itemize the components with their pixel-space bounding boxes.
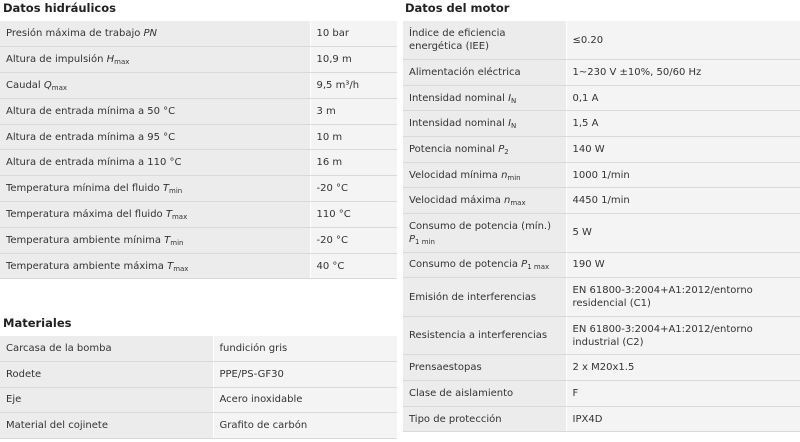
spec-value: 2 x M20x1.5 <box>566 355 800 381</box>
spec-symbol: PN <box>143 28 158 40</box>
spec-label <box>403 316 566 355</box>
table-row <box>0 362 397 388</box>
spec-label <box>0 21 310 47</box>
spec-value: 5 W <box>566 214 800 253</box>
spec-symbol: P <box>521 259 528 271</box>
spec-label: Carcasa de la bomba <box>0 336 213 362</box>
spec-subscript: max <box>510 199 526 208</box>
motor-section-title: Datos del motor <box>405 1 510 15</box>
table-row <box>0 336 397 362</box>
spec-value: 16 m <box>310 150 397 176</box>
spec-subscript: 1 min <box>415 237 435 246</box>
spec-value: -20 °C <box>310 176 397 202</box>
spec-value: PPE/PS-GF30 <box>213 362 397 388</box>
table-row <box>0 47 397 73</box>
table-row <box>403 252 800 278</box>
table-row <box>0 253 397 279</box>
spec-symbol: T <box>164 234 171 246</box>
table-row <box>403 162 800 188</box>
spec-value: F <box>566 381 800 407</box>
spec-symbol: I <box>508 118 512 130</box>
spec-value: 190 W <box>566 252 800 278</box>
spec-label-text: Altura de entrada mínima a 110 °C <box>6 157 182 169</box>
spec-subscript: 2 <box>504 147 509 156</box>
spec-label <box>0 227 310 253</box>
spec-label-text: Prensaestopas <box>409 362 482 374</box>
spec-label-text: Altura de entrada mínima a 50 °C <box>6 105 176 117</box>
table-row <box>403 137 800 163</box>
spec-label <box>403 406 566 432</box>
spec-value: Grafito de carbón <box>213 413 397 439</box>
table-row <box>0 176 397 202</box>
spec-value: 9,5 m³/h <box>310 73 397 99</box>
spec-label: Material del cojinete <box>0 413 213 439</box>
table-row <box>0 98 397 124</box>
spec-label: Eje <box>0 387 213 413</box>
spec-label <box>0 98 310 124</box>
spec-symbol: P <box>409 233 416 245</box>
table-row <box>403 111 800 137</box>
spec-label <box>0 73 310 99</box>
spec-subscript: min <box>169 187 183 196</box>
spec-label-text: Temperatura ambiente máxima <box>6 260 168 272</box>
spec-label <box>403 188 566 214</box>
spec-subscript: 1 max <box>527 263 550 272</box>
spec-value: 1000 1/min <box>566 162 800 188</box>
spec-label <box>403 252 566 278</box>
spec-subscript: max <box>114 58 130 67</box>
spec-label-text: Consumo de potencia <box>409 259 522 271</box>
spec-label <box>403 278 566 317</box>
spec-label-text: Consumo de potencia (mín.) <box>409 220 552 232</box>
spec-value: EN 61800-3:2004+A1:2012/entorno residencial (C1) <box>566 278 800 317</box>
table-row <box>0 73 397 99</box>
spec-value: -20 °C <box>310 227 397 253</box>
table-row <box>403 21 800 60</box>
spec-label <box>0 253 310 279</box>
spec-symbol: P <box>498 143 505 155</box>
spec-label-text: Temperatura mínima del fluido <box>6 183 163 195</box>
spec-label <box>0 124 310 150</box>
table-row <box>0 387 397 413</box>
table-row <box>403 381 800 407</box>
spec-value: 1~230 V ±10%, 50/60 Hz <box>566 60 800 86</box>
table-row <box>403 85 800 111</box>
spec-label <box>403 214 566 253</box>
spec-value: 0,1 A <box>566 85 800 111</box>
spec-subscript: N <box>511 96 517 105</box>
spec-label-text: Temperatura ambiente mínima <box>6 234 165 246</box>
spec-label-text: Intensidad nominal <box>409 118 509 130</box>
table-row <box>403 60 800 86</box>
spec-value: 10,9 m <box>310 47 397 73</box>
materials-table <box>0 336 397 439</box>
spec-subscript: max <box>173 264 189 273</box>
spec-label-text: Altura de impulsión <box>6 54 107 66</box>
spec-subscript: max <box>171 212 188 221</box>
spec-label <box>403 85 566 111</box>
spec-label <box>403 162 566 188</box>
table-row <box>0 227 397 253</box>
spec-symbol: Q <box>43 79 52 91</box>
table-row <box>403 188 800 214</box>
spec-label <box>0 150 310 176</box>
spec-symbol: I <box>508 92 512 104</box>
spec-value: 40 °C <box>310 253 397 279</box>
spec-label <box>0 47 310 73</box>
table-row <box>0 124 397 150</box>
table-row <box>0 150 397 176</box>
spec-label <box>403 21 566 60</box>
spec-value: fundición gris <box>213 336 397 362</box>
spec-label-text: Emisión de interferencias <box>409 291 537 303</box>
spec-value: 4450 1/min <box>566 188 800 214</box>
spec-value: ≤0.20 <box>566 21 800 60</box>
spec-label <box>403 111 566 137</box>
spec-label <box>403 60 566 86</box>
spec-value: 3 m <box>310 98 397 124</box>
table-row <box>403 316 800 355</box>
spec-label-text: Caudal <box>6 79 44 91</box>
spec-symbol: H <box>106 54 115 66</box>
spec-value: EN 61800-3:2004+A1:2012/entorno industrial (C2) <box>566 316 800 355</box>
hydraulic-section-title: Datos hidráulicos <box>3 1 116 15</box>
spec-value: 140 W <box>566 137 800 163</box>
spec-label-text: Presión máxima de trabajo <box>6 28 144 40</box>
spec-label-text: Alimentación eléctrica <box>409 66 521 78</box>
spec-label-text: Temperatura máxima del fluido <box>6 208 166 220</box>
spec-subscript: min <box>507 173 521 182</box>
spec-value: 10 m <box>310 124 397 150</box>
spec-subscript: min <box>170 238 184 247</box>
table-row <box>0 21 397 47</box>
table-row <box>403 214 800 253</box>
table-row <box>403 278 800 317</box>
spec-symbol: n <box>501 169 508 181</box>
spec-symbol: n <box>504 195 511 207</box>
table-row <box>0 202 397 228</box>
spec-subscript: max <box>51 83 68 92</box>
spec-label: Rodete <box>0 362 213 388</box>
table-row <box>403 406 800 432</box>
spec-label-text: Intensidad nominal <box>409 92 509 104</box>
spec-label-text: Índice de eficiencia energética (IEE) <box>409 28 506 52</box>
spec-symbol: T <box>167 260 174 272</box>
spec-label <box>403 355 566 381</box>
spec-value: 110 °C <box>310 202 397 228</box>
spec-label-text: Clase de aislamiento <box>409 387 514 399</box>
spec-symbol: T <box>162 183 170 195</box>
materials-section-title: Materiales <box>3 316 72 330</box>
spec-subscript: N <box>511 122 517 131</box>
spec-label-text: Velocidad máxima <box>409 195 505 207</box>
spec-label <box>403 137 566 163</box>
spec-label <box>0 176 310 202</box>
spec-label-text: Potencia nominal <box>409 143 499 155</box>
spec-label-text: Resistencia a interferencias <box>409 330 548 342</box>
spec-label-text: Altura de entrada mínima a 95 °C <box>6 131 176 143</box>
spec-label-text: Tipo de protección <box>409 413 502 425</box>
spec-symbol: T <box>165 208 172 220</box>
spec-value: Acero inoxidable <box>213 387 397 413</box>
hydraulic-table <box>0 21 397 279</box>
table-row <box>0 413 397 439</box>
spec-label-text: Velocidad mínima <box>409 169 502 181</box>
spec-value: IPX4D <box>566 406 800 432</box>
motor-table <box>403 21 800 432</box>
spec-value: 1,5 A <box>566 111 800 137</box>
spec-label <box>403 381 566 407</box>
spec-label <box>0 202 310 228</box>
table-row <box>403 355 800 381</box>
spec-value: 10 bar <box>310 21 397 47</box>
